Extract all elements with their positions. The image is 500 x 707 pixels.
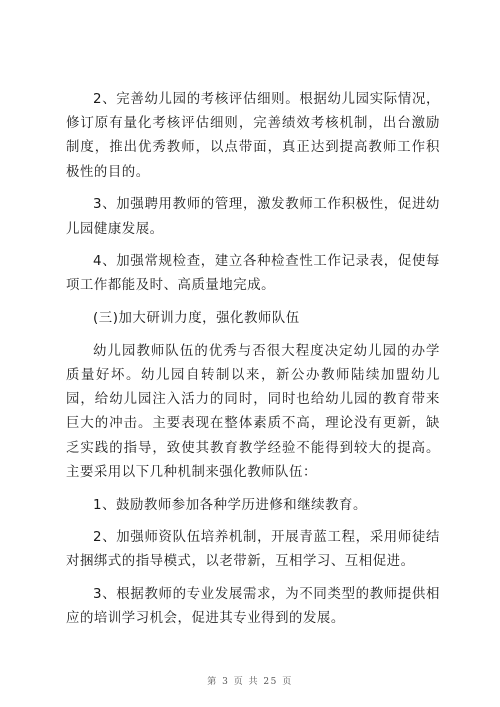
paragraph-teacher-quality: 幼儿园教师队伍的优秀与否很大程度决定幼儿园的办学质量好坏。幼儿园自转制以来，新公办教师陆续加盟幼儿园，给幼儿园注入活力的同时，同时也给幼儿园的教育带来巨大的冲击。主要表现在整体素质不高，理论没有更新，缺乏实践的指导，致使其教育教学经验不能得到较大的提高。主要采用以下几种机制来强化教师队伍： xyxy=(66,343,440,480)
paragraph-professional-development: 3、根据教师的专业发展需求，为不同类型的教师提供相应的培训学习机会，促进其专业得到的发展。 xyxy=(66,587,440,627)
page-number-footer: 第 3 页 共 25 页 xyxy=(207,677,293,687)
paragraph-mentoring: 2、加强师资队伍培养机制，开展青蓝工程，采用师徒结对捆绑式的指导模式，以老带新，互相学习、互相促进。 xyxy=(66,530,440,570)
paragraph-routine-inspection: 4、加强常规检查，建立各种检查性工作记录表，促使每项工作都能及时、高质量地完成。 xyxy=(66,254,440,294)
paragraph-further-education: 1、鼓励教师参加各种学历进修和继续教育。 xyxy=(93,497,367,513)
paragraph-improve-evaluation: 2、完善幼儿园的考核评估细则。根据幼儿园实际情况，修订原有量化考核评估细则，完善绩效考核机制，出台激励制度，推出优秀教师，以点带面，真正达到提高教师工作积极性的目的。 xyxy=(66,92,440,180)
section-heading-training: (三)加大研训力度，强化教师队伍 xyxy=(93,311,300,327)
paragraph-hired-teachers: 3、加强聘用教师的管理，激发教师工作积极性，促进幼儿园健康发展。 xyxy=(66,197,440,237)
document-body xyxy=(66,88,440,640)
